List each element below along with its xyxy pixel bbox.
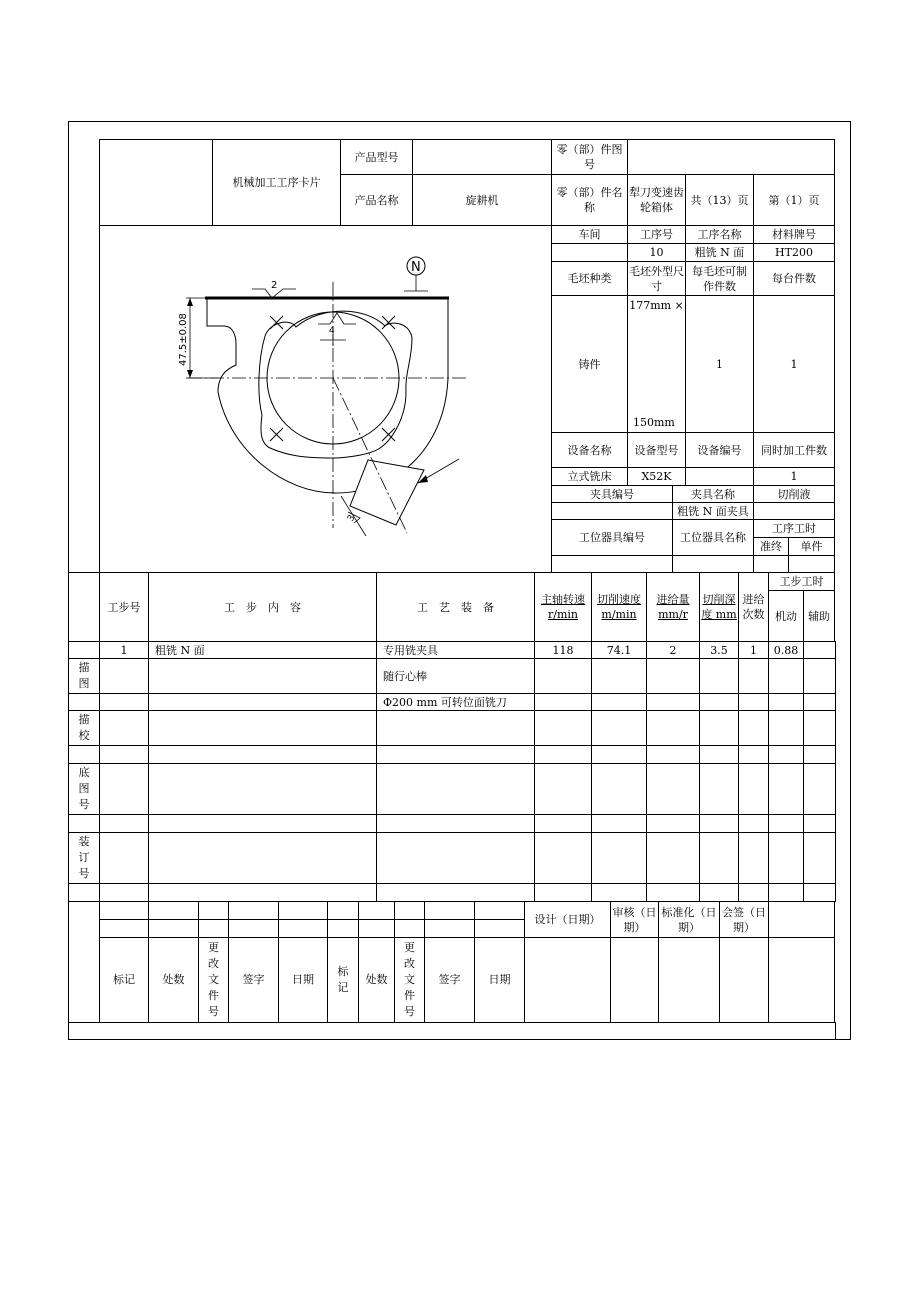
table-cell-empty: [768, 710, 804, 746]
table-cell-empty: [646, 710, 700, 746]
table-cell-empty: [768, 745, 804, 764]
revision-blank-cell: [358, 901, 395, 920]
per-unit-label: 每台件数: [753, 261, 835, 296]
table-cell-empty: [99, 883, 149, 902]
product-model-value: [412, 139, 552, 175]
prep-time-value: [753, 555, 789, 573]
part-drawing-no-value: [627, 139, 835, 175]
table-cell-empty: [803, 883, 836, 902]
revision-header-sign: 签字: [228, 937, 279, 1023]
revision-blank-cell: [474, 901, 525, 920]
station-tool-no-value: [551, 555, 673, 573]
table-cell: [534, 693, 592, 711]
table-cell-empty: [646, 814, 700, 833]
table-cell-empty: [534, 814, 592, 833]
table-cell-empty: [148, 710, 377, 746]
revision-header-sign: 签字: [424, 937, 475, 1023]
signoff-standard: 标准化（日期）: [658, 901, 720, 938]
coolant-label: 切削液: [753, 485, 835, 503]
table-cell: [699, 658, 739, 694]
footer-row: [68, 1022, 836, 1040]
table-cell: 3.5: [699, 641, 739, 659]
fixture-name-value: 粗铣 N 面夹具: [672, 502, 754, 520]
revision-header-date: 日期: [474, 937, 525, 1023]
col-step-time: 工步工时: [768, 572, 835, 591]
table-cell: 74.1: [591, 641, 647, 659]
blank-size-value: [627, 295, 686, 433]
header-blank-cell: [99, 139, 213, 226]
revision-header-mark: 标记: [99, 937, 149, 1023]
op-name-value: 粗铣 N 面: [685, 243, 754, 262]
signoff-design: 设计（日期）: [524, 901, 611, 938]
table-cell-empty: [768, 883, 804, 902]
table-cell-empty: [99, 814, 149, 833]
col-feed: 进给量 mm/r: [646, 572, 700, 642]
blank-type-value: 铸件: [551, 295, 628, 433]
table-cell-empty: [699, 883, 739, 902]
table-cell-empty: [376, 832, 535, 884]
prep-time-label: 准终: [753, 537, 789, 556]
op-name-label: 工序名称: [685, 225, 754, 244]
table-cell: [768, 693, 804, 711]
table-cell-empty: [591, 763, 647, 815]
table-cell: 2: [646, 641, 700, 659]
per-blank-value: 1: [685, 295, 754, 433]
revision-blank-cell: [148, 901, 199, 920]
revision-blank-cell: [394, 919, 425, 938]
fixture-no-value: [551, 502, 673, 520]
revision-blank-cell: [327, 901, 359, 920]
coolant-value: [753, 502, 835, 520]
side-label-spacer: [68, 693, 100, 711]
revision-header-count: 处数: [148, 937, 199, 1023]
signoff-left-margin: [68, 901, 100, 1023]
part-name-value: 犁刀变速齿轮箱体: [627, 174, 686, 226]
revision-blank-cell: [278, 919, 328, 938]
roughness-label: 3: [345, 513, 358, 524]
op-no-value: 10: [627, 243, 686, 262]
revision-blank-cell: [424, 901, 475, 920]
revision-blank-cell: [327, 919, 359, 938]
table-cell: 随行心棒: [376, 658, 535, 694]
blank-size-line: 177mm ×: [629, 299, 684, 312]
equip-model-label: 设备型号: [627, 432, 686, 468]
table-cell-empty: [738, 763, 769, 815]
table-cell: 0.88: [768, 641, 804, 659]
table-cell-empty: [148, 832, 377, 884]
card-title: 机械加工工序卡片: [212, 139, 341, 226]
revision-blank-cell: [99, 901, 149, 920]
table-cell-empty: [768, 763, 804, 815]
table-cell-empty: [646, 763, 700, 815]
table-cell-empty: [148, 883, 377, 902]
table-cell-empty: [99, 763, 149, 815]
table-cell-empty: [699, 710, 739, 746]
table-cell-empty: [534, 832, 592, 884]
workshop-label: 车间: [551, 225, 628, 244]
table-cell-empty: [768, 814, 804, 833]
table-cell: 专用铣夹具: [376, 641, 535, 659]
per-unit-value: 1: [753, 295, 835, 433]
side-label-base-no: 底 图 号: [68, 763, 100, 815]
table-cell-empty: [591, 814, 647, 833]
table-cell-empty: [148, 763, 377, 815]
table-cell-empty: [591, 883, 647, 902]
table-cell: [148, 658, 377, 694]
revision-blank-cell: [278, 901, 328, 920]
roughness-label: 4: [329, 326, 335, 336]
page-no: 第（1）页: [753, 174, 835, 226]
revision-blank-cell: [99, 919, 149, 938]
unit-time-label: 单件: [788, 537, 835, 556]
table-cell: Φ200 mm 可转位面铣刀: [376, 693, 535, 711]
table-cell: [803, 693, 836, 711]
table-cell-empty: [148, 814, 377, 833]
product-model-label: 产品型号: [340, 139, 413, 175]
revision-blank-cell: [474, 919, 525, 938]
side-label-blank: [68, 641, 100, 659]
table-cell: [699, 693, 739, 711]
revision-blank-cell: [228, 919, 279, 938]
material-value: HT200: [753, 243, 835, 262]
per-blank-label: 每毛坯可制作件数: [685, 261, 754, 296]
part-drawing-no-label: 零（部）件图号: [551, 139, 628, 175]
part-name-label: 零（部）件名称: [551, 174, 628, 226]
signoff-review: 审核（日期）: [610, 901, 659, 938]
table-cell: 1: [738, 641, 769, 659]
revision-blank-cell: [148, 919, 199, 938]
revision-header-change-doc: 更 改 文 件 号: [394, 937, 425, 1023]
signoff-standard-value: [658, 937, 720, 1023]
table-cell: 1: [99, 641, 149, 659]
equip-name-value: 立式铣床: [551, 467, 628, 486]
product-name-label: 产品名称: [340, 174, 413, 226]
table-cell-empty: [99, 832, 149, 884]
side-label-spacer: [68, 883, 100, 902]
table-cell-empty: [646, 883, 700, 902]
table-cell: [534, 658, 592, 694]
side-label-check: 描 校: [68, 710, 100, 746]
side-label-spacer: [68, 814, 100, 833]
table-cell: [738, 693, 769, 711]
blank-size-label: 毛坯外型尺寸: [627, 261, 686, 296]
table-cell-empty: [803, 832, 836, 884]
table-cell-empty: [99, 710, 149, 746]
table-cell-empty: [646, 832, 700, 884]
table-cell-empty: [376, 883, 535, 902]
signoff-design-value: [524, 937, 611, 1023]
table-cell-empty: [534, 883, 592, 902]
table-cell-empty: [738, 832, 769, 884]
col-spindle-speed: 主轴转速 r/min: [534, 572, 592, 642]
table-cell-empty: [738, 710, 769, 746]
revision-blank-cell: [228, 901, 279, 920]
table-cell-empty: [591, 745, 647, 764]
equip-name-label: 设备名称: [551, 432, 628, 468]
product-name-value: 旋耕机: [412, 174, 552, 226]
revision-header-date: 日期: [278, 937, 328, 1023]
table-cell-empty: [534, 710, 592, 746]
table-cell-empty: [591, 832, 647, 884]
equip-model-value: X52K: [627, 467, 686, 486]
table-cell: 118: [534, 641, 592, 659]
col-aux-time: 辅助: [803, 590, 835, 642]
table-cell: [148, 693, 377, 711]
table-cell: [99, 658, 149, 694]
table-cell-empty: [376, 814, 535, 833]
signoff-extra: [768, 901, 835, 938]
table-cell: [591, 658, 647, 694]
col-passes: 进给次数: [738, 572, 769, 642]
station-tool-no-label: 工位器具编号: [551, 519, 673, 556]
station-tool-name-label: 工位器具名称: [672, 519, 754, 556]
table-cell-empty: [591, 710, 647, 746]
surface-marker: N: [411, 260, 421, 275]
table-cell-empty: [699, 763, 739, 815]
col-step-no: 工步号: [99, 572, 149, 642]
side-label-binding-no: 装 订 号: [68, 832, 100, 884]
table-cell-empty: [99, 745, 149, 764]
part-drawing: [99, 225, 552, 573]
col-depth: 切削深度 mm: [699, 572, 739, 642]
table-cell-empty: [803, 763, 836, 815]
table-cell-empty: [699, 814, 739, 833]
col-cutting-speed: 切削速度 m/min: [591, 572, 647, 642]
table-cell: 粗铣 N 面: [148, 641, 377, 659]
steps-left-margin: [68, 572, 100, 642]
table-cell-empty: [803, 745, 836, 764]
revision-header-count: 处数: [358, 937, 395, 1023]
table-cell: [591, 693, 647, 711]
station-tool-name-value: [672, 555, 754, 573]
col-content: 工 步 内 容: [148, 572, 377, 642]
simul-label: 同时加工件数: [753, 432, 835, 468]
table-cell-empty: [148, 745, 377, 764]
table-cell-empty: [738, 814, 769, 833]
signoff-countersign-value: [719, 937, 769, 1023]
revision-blank-cell: [198, 919, 229, 938]
table-cell: [803, 641, 836, 659]
signoff-countersign: 会签（日期）: [719, 901, 769, 938]
total-pages: 共（13）页: [685, 174, 754, 226]
table-cell-empty: [534, 745, 592, 764]
simul-value: 1: [753, 467, 835, 486]
workshop-value: [551, 243, 628, 262]
blank-type-label: 毛坯种类: [551, 261, 628, 296]
table-cell-empty: [768, 832, 804, 884]
table-cell-empty: [376, 763, 535, 815]
op-time-label: 工序工时: [753, 519, 835, 538]
table-cell-empty: [803, 814, 836, 833]
table-cell-empty: [738, 883, 769, 902]
table-cell-empty: [646, 745, 700, 764]
table-cell-empty: [376, 745, 535, 764]
signoff-review-value: [610, 937, 659, 1023]
blank-size-line: 150mm: [633, 416, 675, 429]
table-cell: [99, 693, 149, 711]
equip-no-label: 设备编号: [685, 432, 754, 468]
material-label: 材料牌号: [753, 225, 835, 244]
dimension-label: 47.5±0.08: [178, 313, 189, 366]
fixture-no-label: 夹具编号: [551, 485, 673, 503]
revision-blank-cell: [358, 919, 395, 938]
side-label-spacer: [68, 745, 100, 764]
signoff-extra-value: [768, 937, 835, 1023]
equip-no-value: [685, 467, 754, 486]
table-cell-empty: [534, 763, 592, 815]
revision-blank-cell: [394, 901, 425, 920]
table-cell: [646, 693, 700, 711]
fixture-name-label: 夹具名称: [672, 485, 754, 503]
table-cell-empty: [699, 832, 739, 884]
op-no-label: 工序号: [627, 225, 686, 244]
table-cell-empty: [376, 710, 535, 746]
revision-header-change-doc: 更 改 文 件 号: [198, 937, 229, 1023]
revision-blank-cell: [424, 919, 475, 938]
side-label-trace: 描 图: [68, 658, 100, 694]
table-cell: [738, 658, 769, 694]
col-equipment: 工 艺 装 备: [376, 572, 535, 642]
revision-header-mark: 标 记: [327, 937, 359, 1023]
col-machine-time: 机动: [768, 590, 804, 642]
roughness-label: 2: [271, 280, 278, 291]
table-cell-empty: [738, 745, 769, 764]
table-cell-empty: [803, 710, 836, 746]
table-cell: [803, 658, 836, 694]
table-cell: [646, 658, 700, 694]
revision-blank-cell: [198, 901, 229, 920]
table-cell: [768, 658, 804, 694]
unit-time-value: [788, 555, 835, 573]
table-cell-empty: [699, 745, 739, 764]
